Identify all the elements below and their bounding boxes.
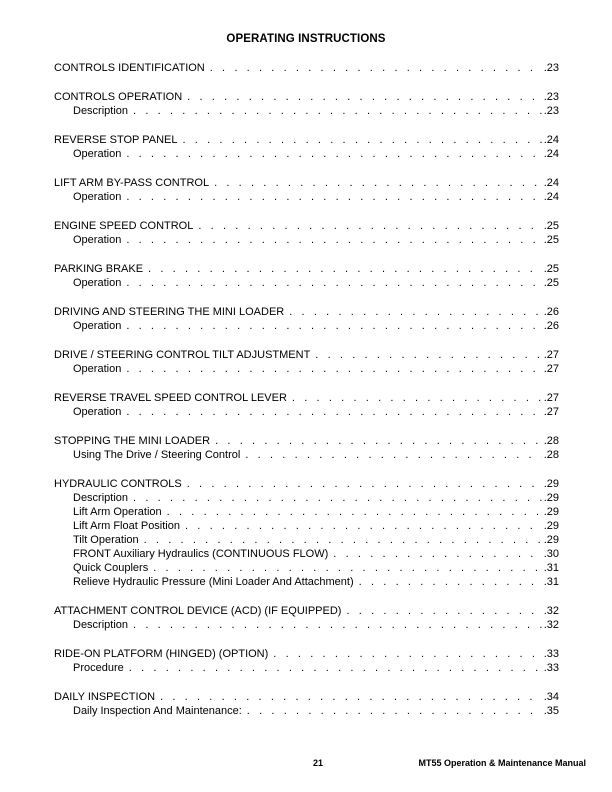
toc-entry-page: .30 [543, 548, 559, 560]
toc-entry-page: .24 [543, 134, 559, 146]
toc-entry-page: .25 [543, 234, 559, 246]
toc-section [54, 305, 559, 333]
toc-entry-page: .24 [543, 177, 559, 189]
toc-section [54, 477, 559, 589]
toc-entry[interactable] [54, 305, 559, 319]
toc-entry-label: REVERSE STOP PANEL [54, 134, 178, 146]
dot-leader [273, 647, 541, 661]
dot-leader [126, 147, 541, 161]
toc-entry-page: .28 [543, 449, 559, 461]
toc-entry[interactable] [54, 348, 559, 362]
toc-entry-page: .23 [543, 105, 559, 117]
dot-leader [160, 690, 542, 704]
toc-subentry[interactable] [54, 233, 559, 247]
toc-entry-label: Operation [73, 320, 122, 332]
toc-entry-label: Description [73, 105, 129, 117]
toc-entry-page: .28 [543, 435, 559, 447]
dot-leader [153, 561, 542, 575]
toc-entry-page: .24 [543, 191, 559, 203]
toc-entry-page: .29 [543, 520, 559, 532]
dot-leader [210, 61, 542, 75]
page-title: OPERATING INSTRUCTIONS [226, 33, 386, 45]
toc-entry-label: DRIVING AND STEERING THE MINI LOADER [54, 306, 285, 318]
dot-leader [126, 319, 541, 333]
dot-leader [126, 362, 541, 376]
toc-subentry[interactable] [54, 190, 559, 204]
toc-entry-label: Lift Arm Operation [73, 506, 162, 518]
toc-entry-label: Description [73, 492, 129, 504]
toc-entry[interactable] [54, 176, 559, 190]
dot-leader [215, 434, 542, 448]
toc-section [54, 348, 559, 376]
dot-leader [126, 233, 541, 247]
toc-entry[interactable] [54, 690, 559, 704]
dot-leader [133, 618, 542, 632]
toc-entry-label: REVERSE TRAVEL SPEED CONTROL LEVER [54, 392, 287, 404]
toc-subentry[interactable] [54, 704, 559, 718]
toc-entry-label: Procedure [73, 662, 124, 674]
toc-entry[interactable] [54, 90, 559, 104]
dot-leader [129, 661, 542, 675]
toc-section [54, 90, 559, 118]
dot-leader [187, 477, 542, 491]
toc-entry[interactable] [54, 434, 559, 448]
toc-entry-label: DRIVE / STEERING CONTROL TILT ADJUSTMENT [54, 349, 311, 361]
toc-subentry[interactable] [54, 505, 559, 519]
toc-entry[interactable] [54, 61, 559, 75]
dot-leader [133, 104, 542, 118]
toc-entry-label: Operation [73, 277, 122, 289]
toc-section [54, 133, 559, 161]
toc-subentry[interactable] [54, 561, 559, 575]
toc-entry-label: Description [73, 619, 129, 631]
toc-section [54, 690, 559, 718]
toc-entry-label: DAILY INSPECTION [54, 691, 156, 703]
dot-leader [198, 219, 541, 233]
toc-entry-page: .29 [543, 478, 559, 490]
toc-entry-label: CONTROLS OPERATION [54, 91, 183, 103]
toc-subentry[interactable] [54, 575, 559, 589]
toc-entry-page: .35 [543, 705, 559, 717]
toc-entry-label: Quick Couplers [73, 562, 149, 574]
toc-subentry[interactable] [54, 618, 559, 632]
toc-entry-page: .24 [543, 148, 559, 160]
toc-entry-page: .27 [543, 363, 559, 375]
toc-subentry[interactable] [54, 448, 559, 462]
toc-entry-label: Relieve Hydraulic Pressure (Mini Loader And Attachment) [73, 576, 354, 588]
dot-leader [333, 547, 541, 561]
toc-entry-label: Operation [73, 406, 122, 418]
toc-subentry[interactable] [54, 104, 559, 118]
page-number: 21 [313, 758, 324, 768]
toc-entry-page: .31 [543, 576, 559, 588]
toc-entry-page: .27 [543, 392, 559, 404]
toc-subentry[interactable] [54, 491, 559, 505]
toc-entry-label: Tilt Operation [73, 534, 139, 546]
toc-entry[interactable] [54, 477, 559, 491]
toc-entry-label: Using The Drive / Steering Control [73, 449, 241, 461]
toc-entry-page: .25 [543, 220, 559, 232]
toc-entry[interactable] [54, 391, 559, 405]
dot-leader [346, 604, 541, 618]
toc-entry-page: .32 [543, 619, 559, 631]
toc-section [54, 434, 559, 462]
toc-entry-label: FRONT Auxiliary Hydraulics (CONTINUOUS FLOW) [73, 548, 329, 560]
toc-entry-label: Operation [73, 234, 122, 246]
toc-entry-label: Daily Inspection And Maintenance: [73, 705, 242, 717]
dot-leader [144, 533, 542, 547]
toc-entry-page: .26 [543, 306, 559, 318]
toc-entry-page: .33 [543, 662, 559, 674]
toc-entry-page: .26 [543, 320, 559, 332]
toc-entry-page: .29 [543, 506, 559, 518]
dot-leader [292, 391, 542, 405]
dot-leader [187, 90, 542, 104]
dot-leader [245, 448, 541, 462]
toc-entry-label: STOPPING THE MINI LOADER [54, 435, 211, 447]
toc-subentry[interactable] [54, 319, 559, 333]
toc-entry-label: LIFT ARM BY-PASS CONTROL [54, 177, 210, 189]
toc-entry-page: .33 [543, 648, 559, 660]
toc-entry-page: .27 [543, 406, 559, 418]
toc-section [54, 262, 559, 290]
toc-subentry[interactable] [54, 533, 559, 547]
toc-section [54, 604, 559, 632]
dot-leader [126, 405, 541, 419]
toc-entry-page: .29 [543, 534, 559, 546]
toc-entry-label: ENGINE SPEED CONTROL [54, 220, 194, 232]
dot-leader [214, 176, 542, 190]
toc-entry-page: .25 [543, 277, 559, 289]
toc-entry-page: .34 [543, 691, 559, 703]
dot-leader [148, 262, 542, 276]
dot-leader [183, 133, 542, 147]
toc-entry-page: .27 [543, 349, 559, 361]
toc-entry[interactable] [54, 647, 559, 661]
dot-leader [167, 505, 542, 519]
toc-subentry[interactable] [54, 547, 559, 561]
toc-entry-page: .32 [543, 605, 559, 617]
dot-leader [133, 491, 542, 505]
toc-entry[interactable] [54, 133, 559, 147]
toc-entry[interactable] [54, 219, 559, 233]
dot-leader [126, 190, 541, 204]
toc-section [54, 61, 559, 75]
toc-entry-page: .23 [543, 91, 559, 103]
toc-entry-page: .31 [543, 562, 559, 574]
table-of-contents [54, 61, 559, 733]
toc-entry-page: .25 [543, 263, 559, 275]
toc-section [54, 391, 559, 419]
dot-leader [359, 575, 542, 589]
dot-leader [126, 276, 541, 290]
dot-leader [247, 704, 542, 718]
toc-subentry[interactable] [54, 661, 559, 675]
toc-section [54, 219, 559, 247]
toc-subentry[interactable] [54, 276, 559, 290]
toc-entry-label: Operation [73, 191, 122, 203]
toc-entry-label: CONTROLS IDENTIFICATION [54, 62, 205, 74]
toc-entry-label: Lift Arm Float Position [73, 520, 180, 532]
toc-subentry[interactable] [54, 362, 559, 376]
toc-entry-page: .23 [543, 62, 559, 74]
toc-subentry[interactable] [54, 147, 559, 161]
toc-section [54, 176, 559, 204]
toc-section [54, 647, 559, 675]
toc-entry-page: .29 [543, 492, 559, 504]
dot-leader [315, 348, 541, 362]
toc-entry[interactable] [54, 262, 559, 276]
toc-subentry[interactable] [54, 405, 559, 419]
dot-leader [185, 519, 542, 533]
dot-leader [289, 305, 541, 319]
toc-entry[interactable] [54, 604, 559, 618]
manual-title: MT55 Operation & Maintenance Manual [418, 758, 586, 768]
toc-entry-label: HYDRAULIC CONTROLS [54, 478, 182, 490]
toc-entry-label: RIDE-ON PLATFORM (HINGED) (OPTION) [54, 648, 269, 660]
toc-entry-label: PARKING BRAKE [54, 263, 144, 275]
toc-entry-label: ATTACHMENT CONTROL DEVICE (ACD) (IF EQUIPPED) [54, 605, 342, 617]
toc-entry-label: Operation [73, 148, 122, 160]
toc-subentry[interactable] [54, 519, 559, 533]
toc-entry-label: Operation [73, 363, 122, 375]
